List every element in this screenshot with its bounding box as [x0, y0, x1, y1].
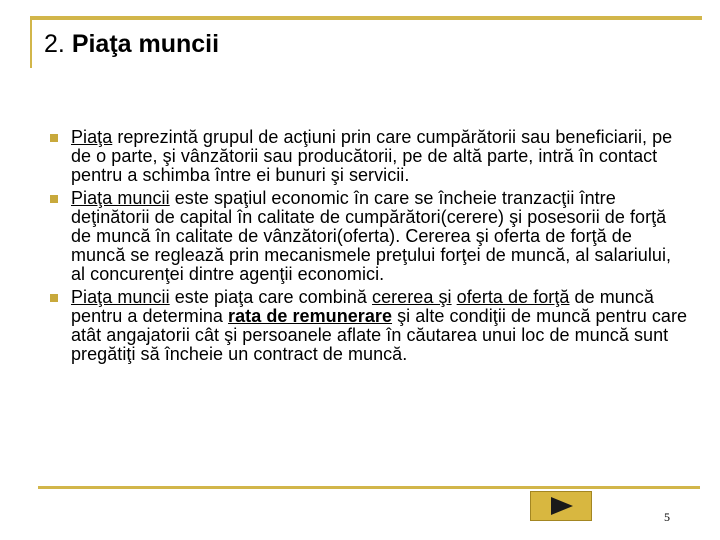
bullet-item-2 [50, 189, 690, 285]
square-bullet-icon [50, 195, 58, 203]
slide-title [44, 27, 219, 61]
bottom-rule [38, 486, 700, 489]
bullet-text: reprezintă grupul de acţiuni prin care cumpărătorii sau beneficiarii, pe de o parte, şi vânzătorii sau producătorii, pe de altă parte, intră în contact pentru a schimba între ei bunuri şi servicii. [71, 127, 673, 186]
term-piata-muncii: Piaţa muncii [71, 187, 170, 208]
term-cererea: cererea [372, 286, 439, 307]
square-bullet-icon [50, 134, 58, 142]
conjunction-si: şi [438, 286, 452, 307]
bullet-text: este piaţa care combină [169, 286, 373, 307]
slide-title-number: 2. [44, 30, 65, 58]
term-piata-muncii: Piaţa muncii [71, 286, 170, 307]
next-slide-button[interactable] [530, 491, 592, 521]
bullet-list [50, 128, 690, 367]
bullet-text: de muncă pentru a determina [71, 286, 654, 326]
bullet-item-1 [50, 128, 690, 186]
term-rata-de-remunerare: rata de remunerare [228, 305, 393, 326]
bullet-item-3 [50, 288, 690, 365]
square-bullet-icon [50, 294, 58, 302]
top-rule [30, 16, 702, 20]
term-piata: Piaţa [71, 127, 113, 147]
term-oferta: oferta de forţă [456, 286, 570, 307]
play-arrow-icon [551, 497, 573, 515]
bullet-text: este spaţiul economic în care se încheie tranzacţii între deţinătorii de capital în calitate de cumpărători(cerere) şi posesorii de forţă de muncă în calitate de vânzători(oferta). Cererea şi oferta de forţă de muncă se reglează prin mecanismele preţului forţei de muncă, al salariului, al concurenţei dintre agenţii economici. [71, 187, 672, 285]
page-number: 5 [664, 510, 670, 524]
bullet-text: şi alte condiţii de muncă pentru care atât angajatorii cât şi persoanele aflate în căutarea unui loc de muncă sunt pregătiţi să încheie un contract de muncă. [71, 305, 688, 365]
left-rule [30, 20, 32, 68]
slide-title-text: Piaţa muncii [71, 30, 220, 58]
